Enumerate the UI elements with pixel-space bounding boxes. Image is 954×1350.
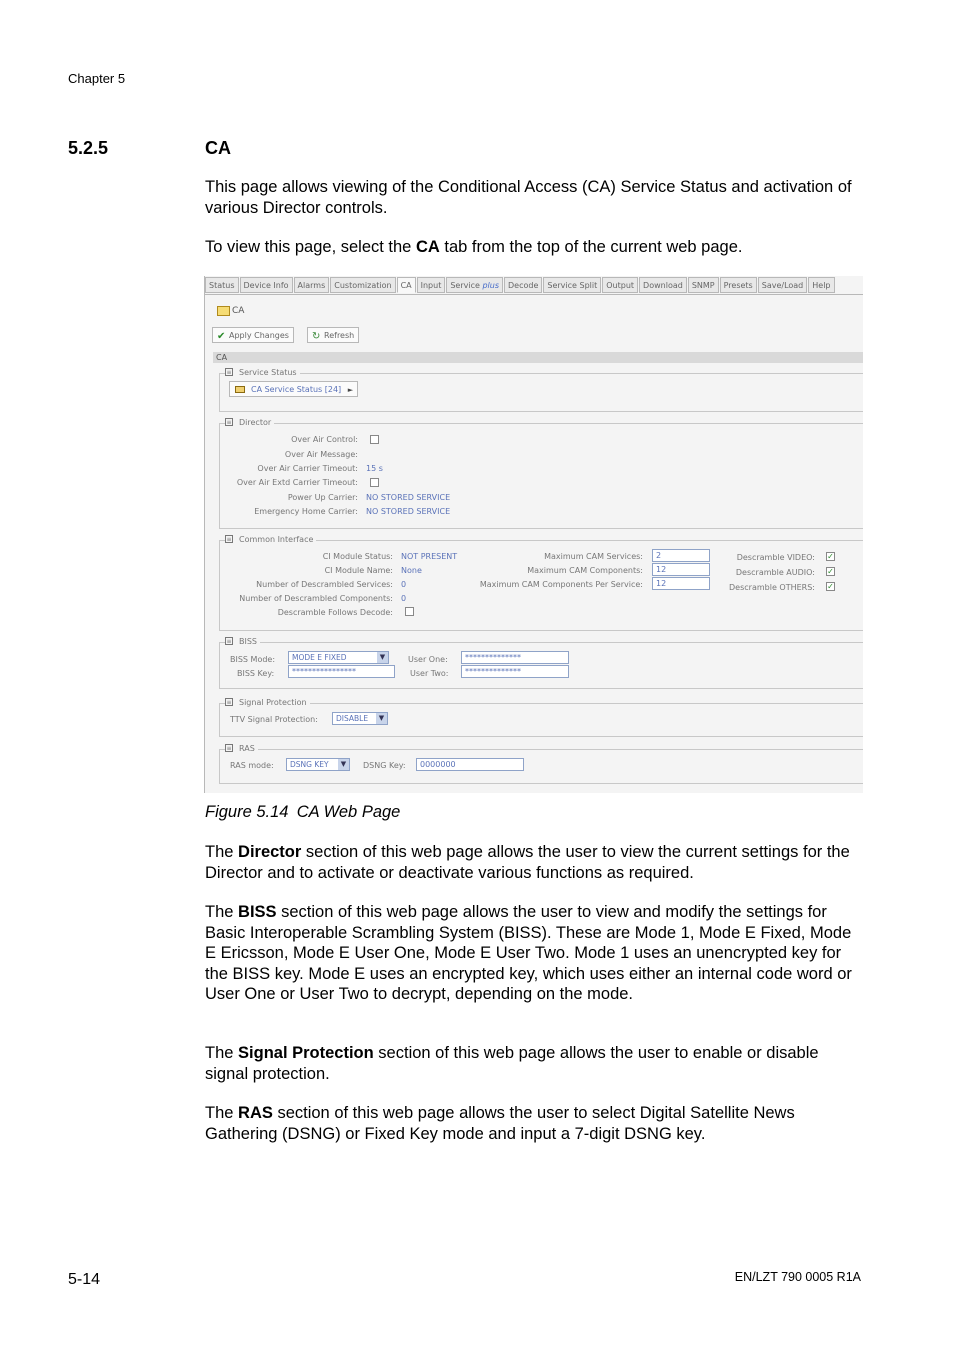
power-up-carrier-label: Power Up Carrier: (287, 493, 358, 502)
max-cam-services-input[interactable]: 2 (652, 549, 710, 562)
section-number: 5.2.5 (68, 138, 109, 158)
biss-key-label: BISS Key: (237, 669, 275, 678)
director-fieldset (219, 418, 863, 529)
num-descrambled-components-value: 0 (401, 594, 407, 603)
intro-instruction (205, 237, 865, 258)
tab-service-label: Service (450, 281, 480, 290)
tab-service-plus[interactable] (446, 277, 503, 293)
checkmark-icon: ✔ (217, 331, 226, 342)
collapse-icon: ≡ (226, 536, 232, 543)
biss-mode-value: MODE E FIXED (292, 653, 347, 662)
carrier-timeout-label: Over Air Carrier Timeout: (257, 464, 358, 473)
emergency-home-carrier-label: Emergency Home Carrier: (254, 507, 358, 516)
tab-ca[interactable]: CA (397, 277, 416, 293)
text: section of this web page allows the user to enable or disable signal protection. (205, 1044, 819, 1083)
extd-carrier-timeout-label: Over Air Extd Carrier Timeout: (236, 478, 358, 487)
collapse-icon: ≡ (226, 699, 232, 706)
ci-module-name-value: None (401, 566, 422, 575)
ras-mode-value: DSNG KEY (290, 760, 329, 769)
ca-service-status-label: CA Service Status [24] (251, 385, 342, 394)
intro-text-end: tab from the top of the current web page. (439, 238, 743, 256)
service-status-legend-label: Service Status (239, 368, 297, 377)
user-one-input[interactable]: ************** (461, 651, 569, 664)
text: section of this web page allows the user to view the current settings for the Director and to activate or deactivate various functions as required. (205, 843, 850, 882)
biss-mode-select[interactable] (288, 651, 389, 664)
user-one-label: User One: (408, 655, 448, 664)
tab-device-info[interactable]: Device Info (240, 277, 293, 293)
tab-bar (205, 277, 836, 294)
emergency-home-carrier-value: NO STORED SERVICE (366, 507, 451, 516)
num-descrambled-components-label: Number of Descrambled Components: (239, 594, 393, 603)
service-status-fieldset (219, 368, 863, 412)
ras-legend[interactable] (225, 744, 258, 753)
intro-paragraph: This page allows viewing of the Conditional Access (CA) Service Status and activation of various Director controls. (205, 178, 852, 217)
refresh-icon: ↻ (312, 331, 321, 342)
text: The (205, 1104, 239, 1122)
ras-mode-label: RAS mode: (230, 761, 274, 770)
apply-changes-button[interactable] (212, 327, 294, 343)
document-id: EN/LZT 790 0005 R1A (734, 1270, 861, 1284)
over-air-message-label: Over Air Message: (284, 450, 358, 459)
dsng-key-label: DSNG Key: (363, 761, 406, 770)
bold-term: BISS (238, 903, 277, 921)
tab-snmp[interactable]: SNMP (688, 277, 719, 293)
apply-changes-label: Apply Changes (229, 331, 289, 340)
signal-protection-fieldset (219, 698, 863, 737)
collapse-icon: ≡ (226, 638, 232, 645)
common-interface-legend[interactable] (225, 535, 316, 544)
biss-legend-label: BISS (239, 637, 258, 646)
num-descrambled-services-label: Number of Descrambled Services: (256, 580, 393, 589)
max-cam-components-per-service-input[interactable]: 12 (652, 577, 710, 590)
page-number: 5-14 (68, 1271, 101, 1288)
ttv-signal-protection-value: DISABLE (336, 714, 369, 723)
signal-protection-legend[interactable] (225, 698, 310, 707)
carrier-timeout-value: 15 s (366, 464, 383, 473)
ci-module-status-value: NOT PRESENT (401, 552, 458, 561)
chapter-label: Chapter 5 (68, 71, 126, 86)
common-interface-fieldset (219, 535, 863, 631)
figure-caption: Figure 5.14 CA Web Page (205, 803, 401, 821)
ras-legend-label: RAS (239, 744, 255, 753)
arrow-right-icon: ► (347, 386, 354, 394)
refresh-button[interactable] (307, 327, 359, 343)
ras-fieldset (219, 744, 863, 784)
tab-help[interactable]: Help (808, 277, 834, 293)
text: section of this web page allows the user to view and modify the settings for Basic Interoperable Scrambling System (BISS). These are Mode 1, Mode E Fixed, Mode E Ericsson, Mode E User One, Mode E User Two. Mode 1 uses an unencrypted key for the BISS key. Mode E uses an encrypted key, which uses either an internal code word or User One or User Two to decrypt, depending on the mode. (205, 903, 852, 1003)
collapse-icon: ≡ (226, 419, 232, 426)
ci-module-name-label: CI Module Name: (324, 566, 393, 575)
over-air-control-checkbox[interactable] (370, 435, 379, 444)
director-paragraph (205, 842, 865, 883)
chevron-down-icon: ▼ (376, 713, 387, 724)
biss-legend[interactable] (225, 637, 260, 646)
chevron-down-icon: ▼ (338, 759, 349, 770)
descramble-video-checkbox[interactable]: ✓ (827, 552, 834, 561)
ci-module-status-label: CI Module Status: (322, 552, 393, 561)
ttv-signal-protection-select[interactable] (332, 712, 388, 725)
bold-term: Director (238, 843, 302, 861)
tab-download[interactable]: Download (639, 277, 687, 293)
intro-text: To view this page, select the (205, 238, 416, 256)
ca-service-status-button[interactable] (229, 381, 358, 397)
max-cam-services-label: Maximum CAM Services: (544, 552, 643, 561)
text: The (205, 843, 239, 861)
text: The (205, 903, 239, 921)
collapse-icon: ≡ (226, 369, 232, 376)
user-two-input[interactable]: ************** (461, 665, 569, 678)
max-cam-components-per-service-label: Maximum CAM Components Per Service: (479, 580, 643, 589)
tab-output[interactable]: Output (602, 277, 638, 293)
descramble-follows-decode-checkbox[interactable] (405, 607, 414, 616)
signal-protection-paragraph (205, 1043, 865, 1084)
descramble-video-label: Descramble VIDEO: (736, 553, 815, 562)
bold-term: RAS (238, 1104, 273, 1122)
tab-alarms[interactable]: Alarms (294, 277, 330, 293)
text: The (205, 1044, 239, 1062)
user-two-label: User Two: (410, 669, 449, 678)
max-cam-components-label: Maximum CAM Components: (527, 566, 643, 575)
biss-fieldset (219, 637, 863, 689)
biss-key-input[interactable]: **************** (288, 665, 395, 678)
intro-bold: CA (415, 238, 440, 256)
director-legend-label: Director (239, 418, 272, 427)
over-air-control-label: Over Air Control: (291, 435, 358, 444)
table-icon (235, 386, 245, 393)
descramble-others-checkbox[interactable]: ✓ (827, 582, 834, 591)
tab-decode[interactable]: Decode (504, 277, 542, 293)
ca-section-bar: CA (213, 352, 863, 363)
ras-paragraph (205, 1103, 865, 1144)
director-legend[interactable] (225, 418, 274, 427)
bold-term: Signal Protection (238, 1044, 374, 1062)
text: section of this web page allows the user to select Digital Satellite News Gathering (DSNG) or Fixed Key mode and input a 7-digit DSNG key. (205, 1104, 795, 1143)
folder-icon (217, 306, 230, 316)
max-cam-components-input[interactable]: 12 (652, 563, 710, 576)
descramble-audio-label: Descramble AUDIO: (735, 568, 815, 577)
service-status-legend[interactable] (225, 368, 300, 377)
descramble-audio-checkbox[interactable]: ✓ (827, 567, 834, 576)
num-descrambled-services-value: 0 (401, 580, 407, 589)
biss-paragraph (205, 902, 865, 1005)
tab-customization[interactable]: Customization (330, 277, 395, 293)
dsng-key-input[interactable]: 0000000 (416, 758, 524, 771)
tab-save-load[interactable]: Save/Load (758, 277, 808, 293)
common-interface-legend-label: Common Interface (239, 535, 314, 544)
ras-mode-select[interactable] (286, 758, 350, 771)
page-title: CA (232, 306, 245, 316)
chevron-down-icon: ▼ (377, 652, 388, 663)
descramble-follows-decode-label: Descramble Follows Decode: (277, 608, 393, 617)
tab-service-split[interactable]: Service Split (543, 277, 601, 293)
biss-mode-label: BISS Mode: (230, 655, 276, 664)
ttv-signal-protection-label: TTV Signal Protection: (230, 715, 318, 724)
extd-carrier-timeout-checkbox[interactable] (370, 478, 379, 487)
tab-input[interactable]: Input (417, 277, 446, 293)
tab-divider (205, 294, 863, 295)
ca-web-page-figure (204, 276, 863, 793)
collapse-icon: ≡ (226, 745, 232, 752)
descramble-others-label: Descramble OTHERS: (729, 583, 815, 592)
tab-presets[interactable]: Presets (720, 277, 757, 293)
power-up-carrier-value: NO STORED SERVICE (366, 493, 451, 502)
signal-protection-legend-label: Signal Protection (239, 698, 307, 707)
tab-status[interactable]: Status (205, 277, 239, 293)
refresh-label: Refresh (324, 331, 355, 340)
tab-plus-label: plus (482, 281, 500, 290)
section-title: CA (205, 138, 231, 158)
